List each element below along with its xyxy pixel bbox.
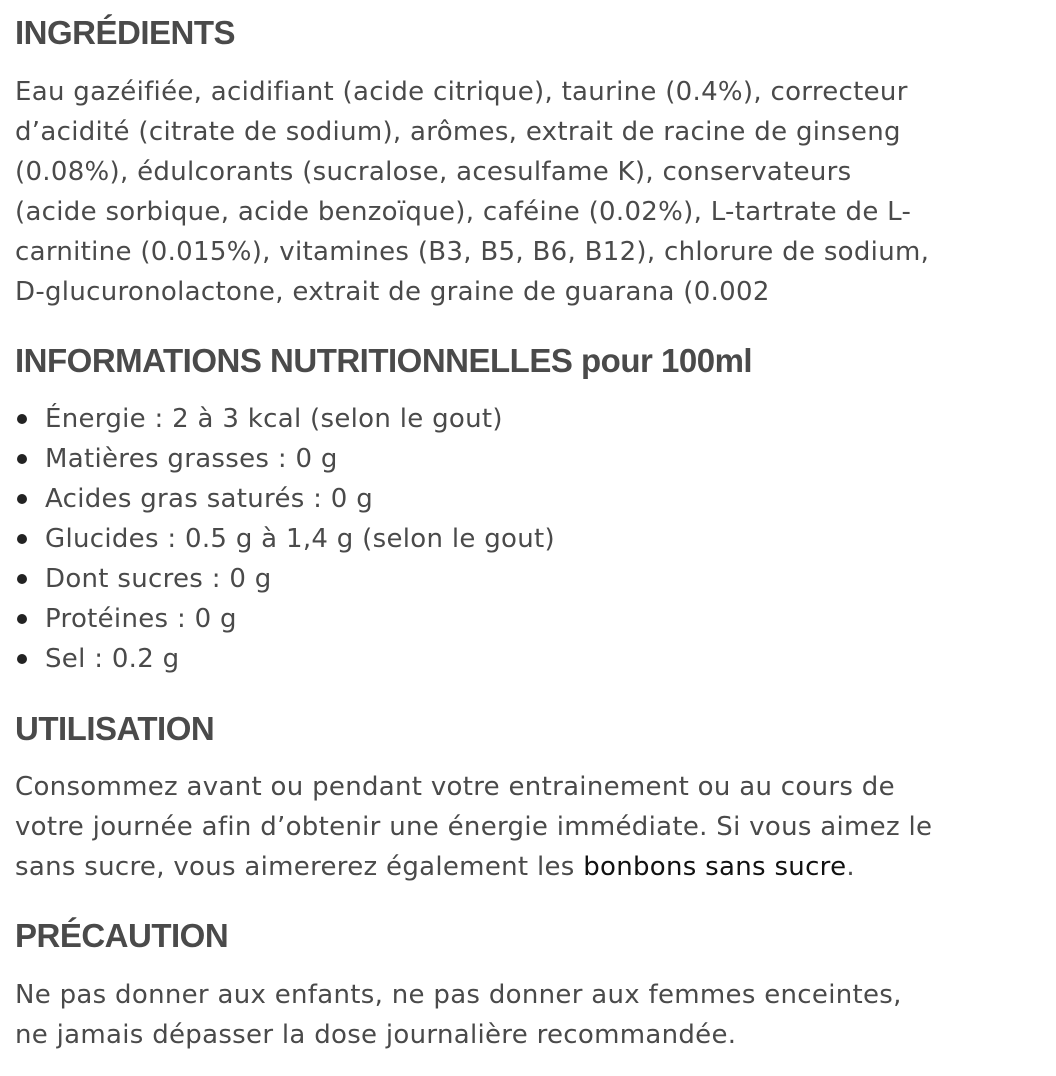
nutrition-item-text: Dont sucres : 0 g xyxy=(45,564,272,594)
ingredients-line: d’acidité (citrate de sodium), arômes, extrait de racine de ginseng xyxy=(15,117,901,147)
bullet-icon xyxy=(17,574,27,584)
bullet-icon xyxy=(17,454,27,464)
list-item xyxy=(15,519,555,559)
ingredients-heading: INGRÉDIENTS xyxy=(15,14,236,51)
bullet-icon xyxy=(17,494,27,504)
bullet-icon xyxy=(17,534,27,544)
usage-line-suffix: . xyxy=(846,852,855,882)
usage-line xyxy=(15,847,932,887)
nutrition-heading: INFORMATIONS NUTRITIONNELLES pour 100ml xyxy=(15,342,753,379)
nutrition-list xyxy=(15,399,555,679)
list-item xyxy=(15,479,555,519)
bullet-icon xyxy=(17,654,27,664)
list-item xyxy=(15,599,555,639)
nutrition-item-text: Matières grasses : 0 g xyxy=(45,444,338,474)
precaution-line: Ne pas donner aux enfants, ne pas donner aux femmes enceintes, xyxy=(15,980,902,1010)
bullet-icon xyxy=(17,414,27,424)
usage-heading: UTILISATION xyxy=(15,710,215,747)
ingredients-line: (0.08%), édulcorants (sucralose, acesulfame K), conservateurs xyxy=(15,157,852,187)
list-item xyxy=(15,639,555,679)
sugar-free-candies-link[interactable]: bonbons sans sucre xyxy=(583,852,847,882)
precaution-line: ne jamais dépasser la dose journalière recommandée. xyxy=(15,1020,737,1050)
list-item xyxy=(15,399,555,439)
ingredients-line: carnitine (0.015%), vitamines (B3, B5, B6, B12), chlorure de sodium, xyxy=(15,237,930,267)
usage-text xyxy=(15,767,932,887)
nutrition-item-text: Sel : 0.2 g xyxy=(45,644,180,674)
ingredients-line: D-glucuronolactone, extrait de graine de guarana (0.002 xyxy=(15,277,770,307)
nutrition-item-text: Acides gras saturés : 0 g xyxy=(45,484,374,514)
list-item xyxy=(15,439,555,479)
list-item xyxy=(15,559,555,599)
nutrition-item-text: Glucides : 0.5 g à 1,4 g (selon le gout) xyxy=(45,524,555,554)
ingredients-line: (acide sorbique, acide benzoïque), caféine (0.02%), L-tartrate de L- xyxy=(15,197,912,227)
precaution-heading: PRÉCAUTION xyxy=(15,917,229,954)
usage-line: Consommez avant ou pendant votre entrainement ou au cours de xyxy=(15,772,895,802)
bullet-icon xyxy=(17,614,27,624)
precaution-text xyxy=(15,975,902,1055)
nutrition-item-text: Protéines : 0 g xyxy=(45,604,237,634)
usage-line-prefix: sans sucre, vous aimererez également les xyxy=(15,852,584,882)
ingredients-line: Eau gazéifiée, acidifiant (acide citrique), taurine (0.4%), correcteur xyxy=(15,77,908,107)
ingredients-text xyxy=(15,72,929,312)
nutrition-item-text: Énergie : 2 à 3 kcal (selon le gout) xyxy=(45,404,503,434)
usage-line: votre journée afin d’obtenir une énergie immédiate. Si vous aimez le xyxy=(15,812,933,842)
